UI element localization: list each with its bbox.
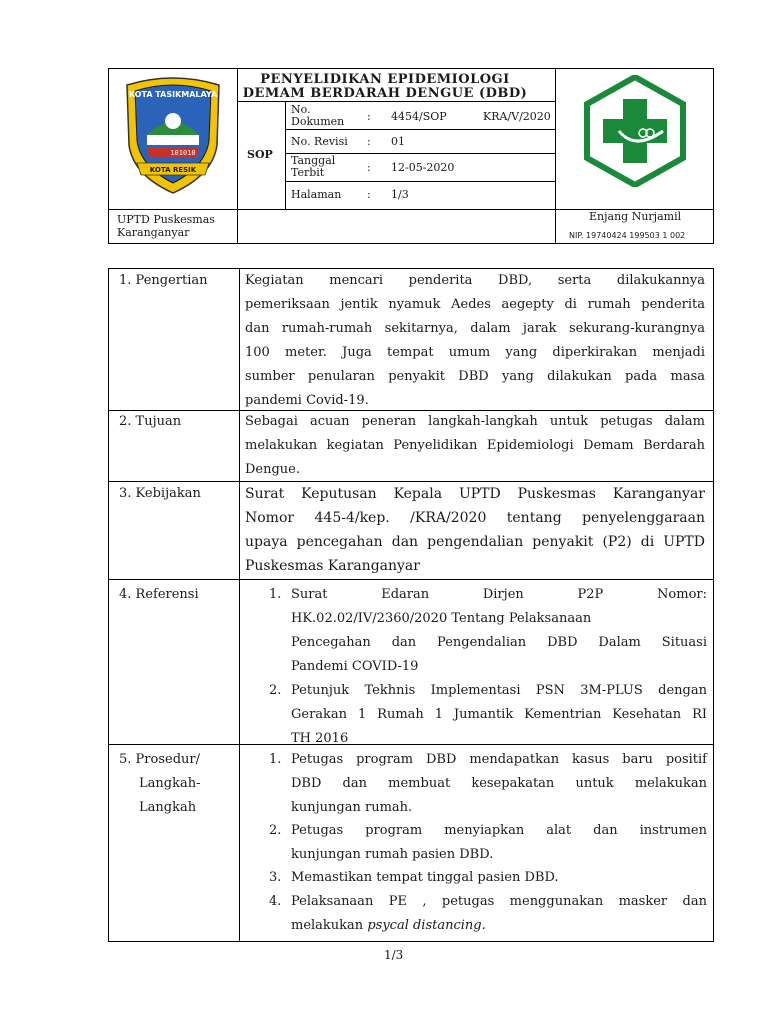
referensi-item-2-number: 2. <box>269 683 282 698</box>
issue-date-sep: : <box>367 161 371 174</box>
page-label: Halaman <box>291 188 342 201</box>
signer-nip: NIP. 19740424 199503 1 002 <box>569 231 686 240</box>
referensi-item-2: Petunjuk Tekhnis Implementasi PSN 3M-PLUS dengan Gerakan 1 Rumah 1 Jumantik Kementrian Kesehatan RI TH 2016 <box>291 683 707 746</box>
kota-tasikmalaya-logo <box>117 75 229 199</box>
page-number-footer: 1/3 <box>384 948 404 962</box>
org-name-line1: UPTD Puskesmas <box>117 213 215 226</box>
sop-header-table <box>108 68 714 244</box>
prosedur-item-4: Pelaksanaan PE , petugas menggunakan masker dan melakukan psycal distancing. <box>291 894 707 933</box>
doc-number-value2: KRA/V/2020 <box>483 110 551 123</box>
sop-content-table <box>108 268 714 942</box>
section-text-tujuan: Sebagai acuan peneran langkah-langkah untuk petugas dalam melakukan kegiatan Penyelidikan Epidemiologi Demam Berdarah Dengue. <box>245 414 705 477</box>
section-text-kebijakan: Surat Keputusan Kepala UPTD Puskesmas Karanganyar Nomor 445-4/kep. /KRA/2020 tentang penyelenggaraan upaya pencegahan dan pengendalian penyakit (P2) di UPTD Puskesmas Karanganyar <box>245 486 705 574</box>
revision-sep: : <box>367 135 371 148</box>
svg-text:KOTA TASIKMALAYA: KOTA TASIKMALAYA <box>128 90 218 99</box>
doc-number-sep: : <box>367 110 371 123</box>
prosedur-item-4-number: 4. <box>269 894 282 909</box>
revision-value: 01 <box>391 135 405 148</box>
revision-label: No. Revisi <box>291 135 348 148</box>
referensi-item-1: Surat Edaran Dirjen P2P Nomor: HK.02.02/IV/2360/2020 Tentang Pelaksanaan Pencegahan dan Pengendalian DBD Dalam Situasi Pandemi COVID-19 <box>291 587 707 674</box>
prosedur-item-3: Memastikan tempat tinggal pasien DBD. <box>291 870 559 885</box>
org-name-line2: Karanganyar <box>117 226 190 239</box>
section-text-pengertian: Kegiatan mencari penderita DBD, serta dilakukannya pemeriksaan jentik nyamuk Aedes aegepty di rumah penderita dan rumah-rumah sekitarnya, dalam jarak sekurang-kurangnya 100 meter. Juga tempat umum yang diperkirakan menjadi sumber penularan penyakit DBD yang dilakukan pada masa pandemi Covid-19. <box>245 273 705 408</box>
doc-number-value: 4454/SOP <box>391 110 447 123</box>
svg-text:KOTA RESIK: KOTA RESIK <box>149 166 197 174</box>
issue-date-value: 12-05-2020 <box>391 161 455 174</box>
prosedur-item-1: Petugas program DBD mendapatkan kasus baru positif DBD dan membuat kesepakatan untuk melakukan kunjungan rumah. <box>291 752 707 815</box>
prosedur-item-1-number: 1. <box>269 752 282 767</box>
prosedur-item-2: Petugas program menyiapkan alat dan instrumen kunjungan rumah pasien DBD. <box>291 823 707 862</box>
page-sep: : <box>367 188 371 201</box>
svg-text:101010: 101010 <box>170 149 196 157</box>
section-label-kebijakan: 3. Kebijakan <box>119 486 201 501</box>
doc-number-label: No. Dokumen <box>291 103 345 128</box>
sop-label: SOP <box>247 148 273 161</box>
page-value: 1/3 <box>391 188 409 201</box>
issue-date-label: Tanggal Terbit <box>291 154 336 179</box>
puskesmas-logo <box>579 75 691 187</box>
prosedur-item-2-number: 2. <box>269 823 282 838</box>
referensi-item-1-number: 1. <box>269 587 282 602</box>
section-label-tujuan: 2. Tujuan <box>119 414 182 429</box>
prosedur-item-3-number: 3. <box>269 870 282 885</box>
section-label-pengertian: 1. Pengertian <box>119 273 208 288</box>
document-title-line2: DEMAM BERDARAH DENGUE (DBD) <box>242 86 528 101</box>
document-title-line1: PENYELIDIKAN EPIDEMIOLOGI <box>260 72 510 87</box>
section-label-referensi: 4. Referensi <box>119 587 199 602</box>
signer-name: Enjang Nurjamil <box>589 210 682 223</box>
section-label-prosedur: 5. Prosedur/ Langkah- Langkah <box>119 752 201 815</box>
